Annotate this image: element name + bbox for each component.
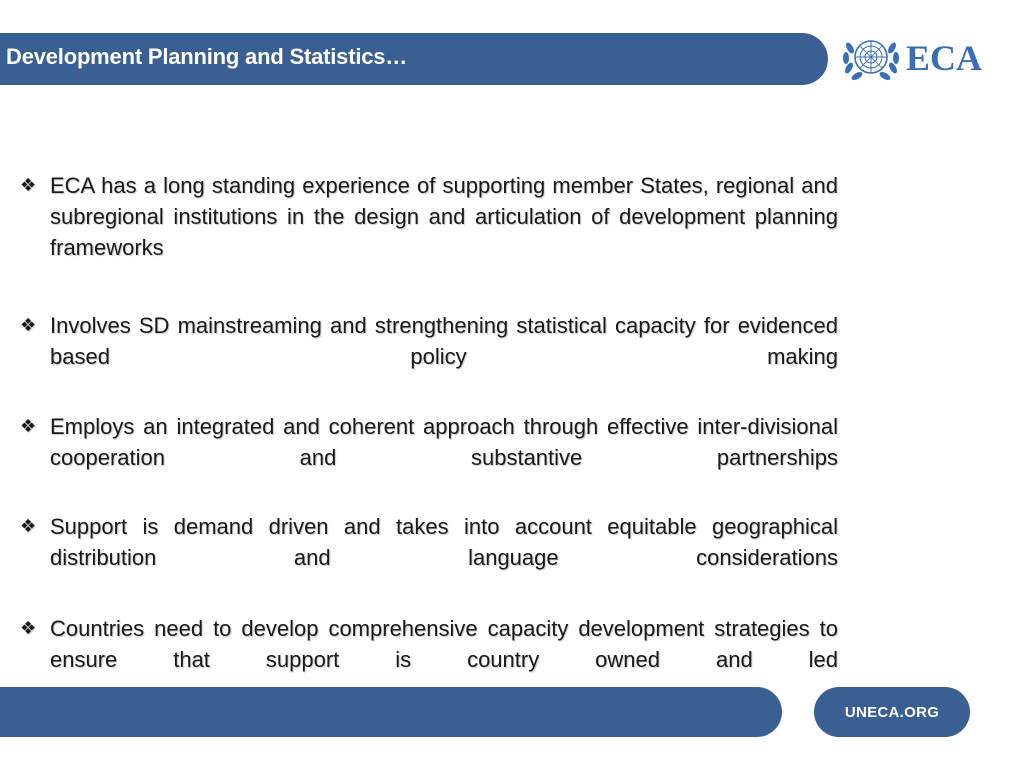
logo-text: ECA (906, 38, 983, 78)
diamond-bullet-icon: ❖ (20, 315, 37, 335)
list-item (20, 411, 838, 504)
bullet-text: ECA has a long standing experience of supporting member States, regional and subregional institutions in the design and articulation of development planning frameworks (50, 173, 838, 260)
list-item (20, 170, 838, 294)
title-bar (0, 33, 828, 85)
un-emblem-icon (838, 28, 904, 88)
bullet-text: Employs an integrated and coherent approach through effective inter-divisional cooperation and substantive partnerships (50, 414, 838, 470)
diamond-bullet-icon: ❖ (20, 416, 37, 436)
list-item (20, 511, 838, 604)
diamond-bullet-icon: ❖ (20, 175, 37, 195)
list-item (20, 310, 838, 403)
bullet-text: Involves SD mainstreaming and strengthening statistical capacity for evidenced based policy making (50, 313, 838, 369)
footer-bar (0, 687, 782, 737)
bullet-text: Countries need to develop comprehensive capacity development strategies to ensure that support is country owned and led (50, 616, 838, 672)
diamond-bullet-icon: ❖ (20, 618, 37, 638)
uneca-link[interactable]: UNECA.ORG (814, 687, 970, 737)
diamond-bullet-icon: ❖ (20, 516, 37, 536)
eca-logo (838, 28, 998, 88)
bullet-text: Support is demand driven and takes into account equitable geographical distribution and language considerations (50, 514, 838, 570)
page-title: Development Planning and Statistics… (6, 44, 408, 69)
